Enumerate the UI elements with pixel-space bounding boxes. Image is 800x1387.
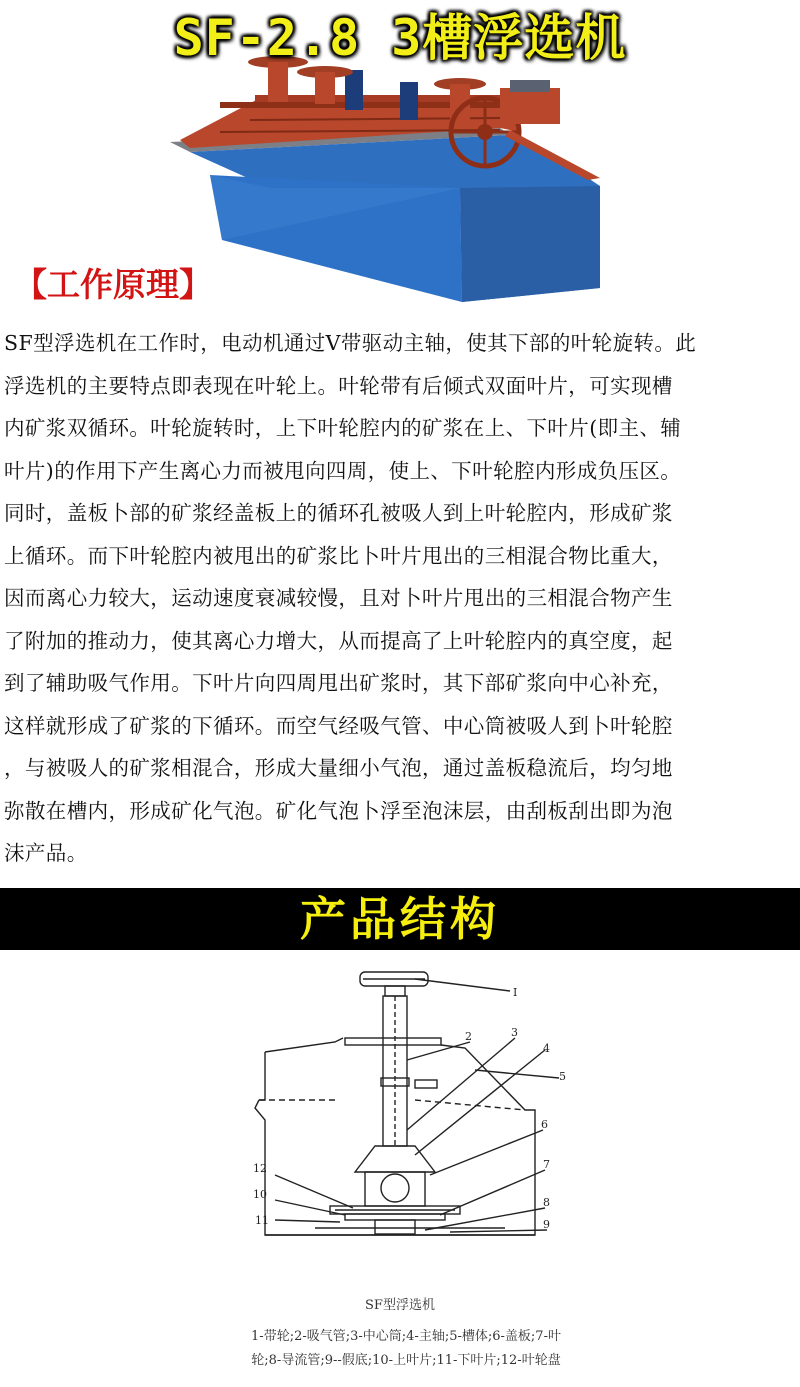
text-line: 叶片)的作用下产生离心力而被甩向四周，使上、下叶轮腔内形成负压区。 [4, 458, 682, 483]
page-title: SF-2.8 3槽浮选机 [173, 9, 627, 67]
diagram-legend [226, 1325, 586, 1373]
text-line: SF型浮选机在工作时，电动机通过V带驱动主轴，使其下部的叶轮旋转。此 [4, 331, 697, 355]
text-line: 弥散在槽内，形成矿化气泡。矿化气泡卜浮至泡沫层，由刮板刮出即为泡 [4, 798, 673, 823]
diagram-label: 7 [543, 1158, 550, 1171]
text-line: 上循环。而下叶轮腔内被甩出的矿浆比卜叶片甩出的三相混合物比重大， [4, 543, 673, 568]
diagram-label: 2 [465, 1030, 472, 1043]
diagram-label: 8 [543, 1196, 550, 1209]
diagram-label: 12 [253, 1162, 267, 1175]
diagram-label: 10 [253, 1188, 267, 1201]
working-principle-text [4, 322, 798, 875]
text-line: 因而离心力较大，运动速度衰减较慢，且对卜叶片甩出的三相混合物产生 [4, 586, 673, 610]
text-line: 了附加的推动力，使其离心力增大，从而提高了上叶轮腔内的真空度，起 [4, 628, 673, 653]
product-structure-band [0, 888, 800, 950]
band-title: 产品结构 [300, 892, 500, 946]
diagram-caption: SF型浮选机 [365, 1298, 435, 1313]
text-line: 浮选机的主要特点即表现在叶轮上。叶轮带有后倾式双面叶片，可实现槽 [4, 373, 673, 398]
text-line: 到了辅助吸气作用。下叶片向四周甩出矿浆时，其下部矿浆向中心补充， [4, 671, 673, 695]
diagram-label: I [513, 986, 518, 999]
legend-line: 轮;8-导流管;9--假底;10-上叶片;11-下叶片;12-叶轮盘 [251, 1353, 561, 1368]
diagram-label: 4 [543, 1042, 550, 1055]
flotation-machine-photo [160, 40, 610, 320]
structure-diagram [225, 960, 595, 1285]
diagram-label: 6 [541, 1118, 548, 1131]
diagram-label: 3 [511, 1026, 518, 1039]
diagram-label: 5 [559, 1070, 566, 1083]
text-line: ，与被吸人的矿浆相混合，形成大量细小气泡，通过盖板稳流后，均匀地 [4, 756, 673, 780]
section-heading: 【工作原理】 [14, 265, 212, 304]
diagram-label: 11 [255, 1214, 269, 1227]
diagram-label: 9 [543, 1218, 550, 1231]
text-line: 同时，盖板卜部的矿浆经盖板上的循环孔被吸人到上叶轮腔内，形成矿浆 [4, 501, 673, 525]
legend-line: 1-带轮;2-吸气管;3-中心筒;4-主轴;5-槽体;6-盖板;7-叶 [251, 1329, 561, 1344]
text-line: 沫产品。 [4, 841, 88, 865]
text-line: 这样就形成了矿浆的下循环。而空气经吸气管、中心筒被吸人到卜叶轮腔 [4, 713, 673, 738]
text-line: 内矿浆双循环。叶轮旋转时，上下叶轮腔内的矿浆在上、下叶片(即主、辅 [4, 416, 682, 440]
